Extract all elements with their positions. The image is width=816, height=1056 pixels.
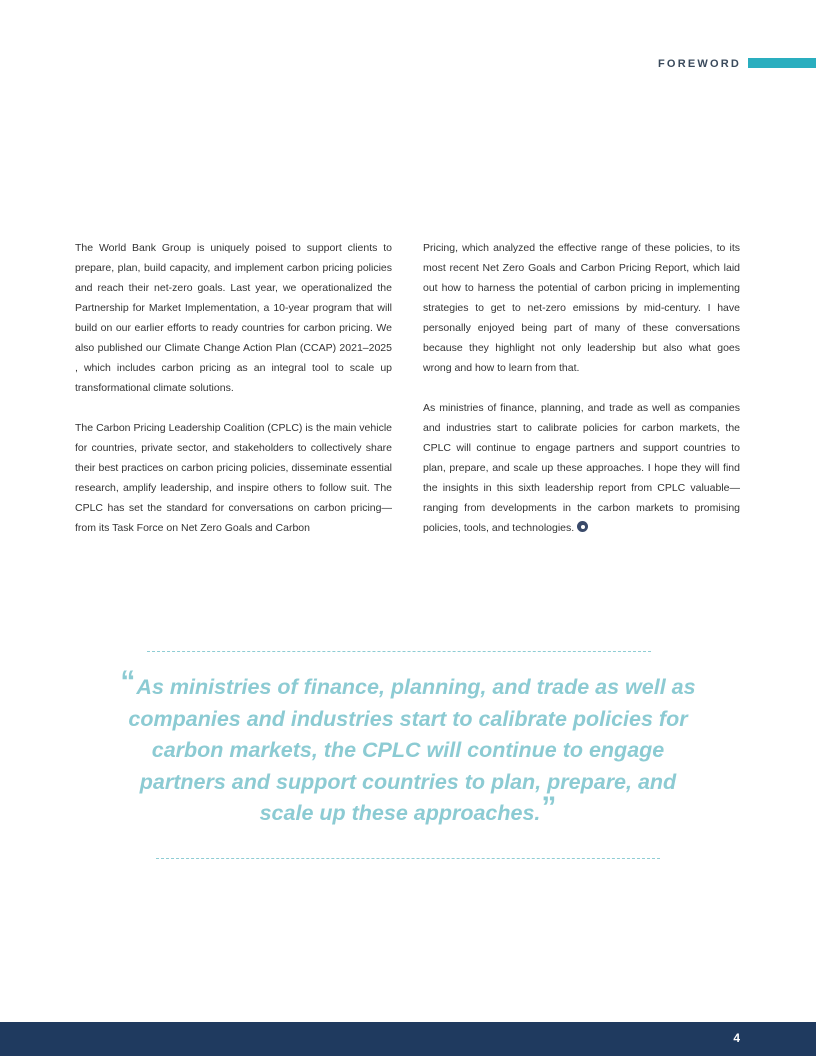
open-quote-icon: “ <box>120 665 136 698</box>
body-paragraph: The World Bank Group is uniquely poised to support clients to prepare, plan, build capacity, and implement carbon pricing policies and reach their net-zero goals. Last year, we operationalized the Partnership for Market Implementation, a 10-year program that will build on our earlier efforts to ready countries for carbon pricing. We also published our Climate Change Action Plan (CCAP) 2021–2025 , which includes carbon pricing as an integral tool to scale up transformational climate solutions. <box>75 242 392 394</box>
page-number: 4 <box>733 1031 740 1045</box>
section-accent-bar <box>748 58 816 68</box>
pull-quote-text: As ministries of finance, planning, and trade as well as companies and industries start to calibrate policies for carbon markets, the CPLC will continue to engage partners and support countries to plan, prepare, and scale up these approaches. <box>128 675 696 825</box>
body-paragraph-last <box>423 398 740 538</box>
close-quote-icon: ” <box>541 791 557 824</box>
body-column-right <box>423 238 740 558</box>
body-paragraph: Pricing, which analyzed the effective range of these policies, to its most recent Net Zero Goals and Carbon Pricing Report, which laid out how to harness the potential of carbon pricing in implementing strategies to get to net-zero emissions by mid-century. I have personally enjoyed being part of many of these conversations because they highlight not only leadership but also what goes wrong and how to learn from that. <box>423 242 740 374</box>
quote-divider-bottom <box>156 858 660 859</box>
pull-quote <box>120 665 696 830</box>
body-paragraph: The Carbon Pricing Leadership Coalition (CPLC) is the main vehicle for countries, private sector, and stakeholders to collectively share their best practices on carbon pricing policies, disseminate essential research, amplify leadership, and inspire others to follow suit. The CPLC has set the standard for conversations on carbon pricing—from its Task Force on Net Zero Goals and Carbon <box>75 422 392 534</box>
quote-divider-top <box>147 651 651 652</box>
end-of-article-icon <box>577 521 588 532</box>
footer-bar <box>0 1022 816 1056</box>
section-label: FOREWORD <box>658 58 741 70</box>
body-column-left <box>75 238 392 558</box>
body-paragraph-text: As ministries of finance, planning, and trade as well as companies and industries start to calibrate policies for carbon markets, the CPLC will continue to engage partners and support countries to plan, prepare, and scale up these approaches. I hope they will find the insights in this sixth leadership report from CPLC valuable—ranging from developments in the carbon markets to promising policies, tools, and technologies. <box>423 402 740 534</box>
